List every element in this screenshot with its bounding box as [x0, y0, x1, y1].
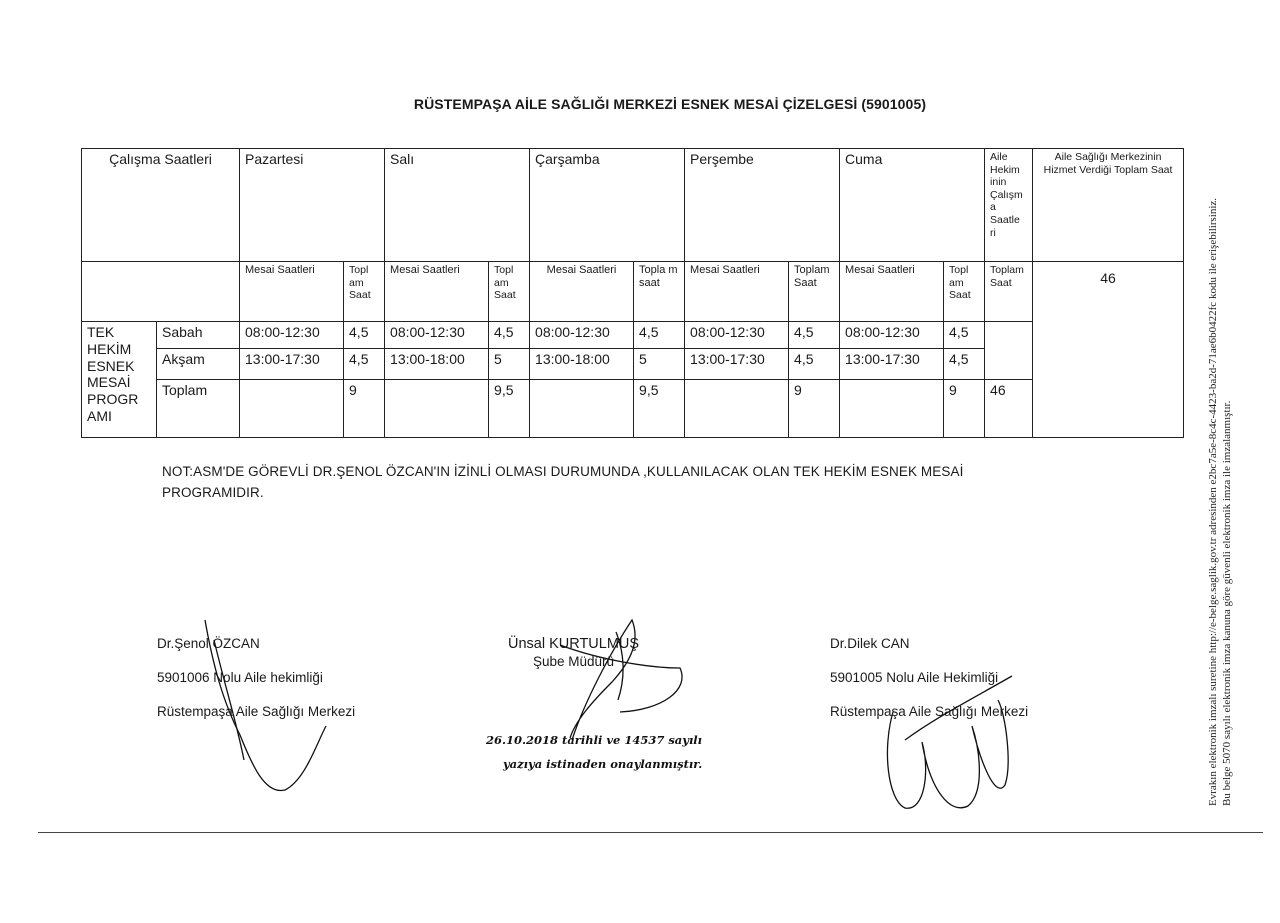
subheader-toplam: Toplam Saat [789, 262, 840, 322]
empty-cell [685, 380, 789, 438]
bottom-rule [38, 832, 1263, 833]
empty-cell [530, 380, 634, 438]
note-text: NOT:ASM'DE GÖREVLİ DR.ŞENOL ÖZCAN'IN İZİNLİ OLMASI DURUMUNDA ,KULLANILACAK OLAN TEK HEKİM ESNEK MESAİ PROGRAMIDIR. [162, 464, 964, 500]
subheader-toplam: Topla m saat [634, 262, 685, 322]
day-total-cell: 9 [789, 380, 840, 438]
subheader-mesai: Mesai Saatleri [240, 262, 344, 322]
total-cell: 5 [634, 349, 685, 380]
total-cell: 4,5 [489, 322, 530, 349]
signer-name: Dr.Dilek CAN [830, 636, 910, 651]
signer-center: Rüstempaşa Aile Sağlığı Merkezi [157, 704, 356, 719]
subheader-toplam: Topl am Saat [344, 262, 385, 322]
time-cell: 08:00-12:30 [530, 322, 634, 349]
time-cell: 13:00-18:00 [530, 349, 634, 380]
day-total-cell: 9 [944, 380, 985, 438]
e-signature-notice-line-1: Evrakın elektronik imzalı suretine http://e-belge.saglik.gov.tr adresinden e2bc7a5e-8c4c-4423-ba2d-71ae6b0422fc kodu ile erişebilirsiniz. [1207, 197, 1219, 806]
empty-cell [840, 380, 944, 438]
day-header-persembe: Perşembe [685, 149, 840, 262]
total-cell: 4,5 [634, 322, 685, 349]
day-total-cell: 9,5 [489, 380, 530, 438]
handwritten-approval-line-2: yazıya istinaden onaylanmıştır. [503, 757, 703, 771]
day-header-sali: Salı [385, 149, 530, 262]
subheader-mesai: Mesai Saatleri [385, 262, 489, 322]
subheader-hekim-toplam: Toplam Saat [985, 262, 1033, 322]
schedule-table [81, 148, 1184, 438]
time-cell: 13:00-17:30 [240, 349, 344, 380]
day-header-pazartesi: Pazartesi [240, 149, 385, 262]
row-label-aksam: Akşam [157, 349, 240, 380]
group-label: TEK HEKİM ESNEK MESAİ PROGR AMI [82, 322, 157, 438]
e-signature-notice-line-2: Bu belge 5070 sayılı elektronik imza kanuna göre güvenli elektronik imza ile imzalanmıştır. [1221, 400, 1233, 806]
subheader-empty [82, 262, 240, 322]
total-cell: 4,5 [944, 349, 985, 380]
empty-cell [385, 380, 489, 438]
hekim-hours-header: Aile Hekim inin Çalışm a Saatle ri [985, 149, 1033, 262]
subheader-toplam: Topl am Saat [489, 262, 530, 322]
hekim-empty-cell [985, 322, 1033, 380]
subheader-mesai: Mesai Saatleri [530, 262, 634, 322]
signer-unit: 5901005 Nolu Aile Hekimliği [830, 670, 999, 685]
handwritten-approval-line-1: 26.10.2018 tarihli ve 14537 sayılı [486, 733, 703, 747]
total-cell: 4,5 [344, 349, 385, 380]
signer-name: Dr.Şenol ÖZCAN [157, 636, 260, 651]
empty-cell [240, 380, 344, 438]
signature-block-right [830, 627, 1028, 729]
time-cell: 08:00-12:30 [385, 322, 489, 349]
corner-header: Çalışma Saatleri [82, 149, 240, 262]
signature-block-left [157, 627, 355, 729]
time-cell: 08:00-12:30 [685, 322, 789, 349]
total-cell: 4,5 [944, 322, 985, 349]
asm-total-value: 46 [1033, 262, 1184, 438]
time-cell: 13:00-17:30 [685, 349, 789, 380]
subheader-toplam: Topl am Saat [944, 262, 985, 322]
time-cell: 13:00-17:30 [840, 349, 944, 380]
row-label-toplam: Toplam [157, 380, 240, 438]
signer-unit: 5901006 Nolu Aile hekimliği [157, 670, 323, 685]
total-cell: 4,5 [789, 349, 840, 380]
hekim-total-cell: 46 [985, 380, 1033, 438]
day-header-cuma: Cuma [840, 149, 985, 262]
subheader-mesai: Mesai Saatleri [685, 262, 789, 322]
day-header-carsamba: Çarşamba [530, 149, 685, 262]
signature-block-middle [508, 636, 639, 670]
signer-title: Şube Müdürü [533, 654, 615, 669]
row-label-sabah: Sabah [157, 322, 240, 349]
day-total-cell: 9 [344, 380, 385, 438]
page-title: RÜSTEMPAŞA AİLE SAĞLIĞI MERKEZİ ESNEK MESAİ ÇİZELGESİ (5901005) [413, 96, 927, 112]
asm-total-header: Aile Sağlığı Merkezinin Hizmet Verdiği Toplam Saat [1033, 149, 1184, 262]
signer-center: Rüstempaşa Aile Sağlığı Merkezi [830, 704, 1029, 719]
total-cell: 4,5 [344, 322, 385, 349]
time-cell: 13:00-18:00 [385, 349, 489, 380]
subheader-mesai: Mesai Saatleri [840, 262, 944, 322]
total-cell: 4,5 [789, 322, 840, 349]
time-cell: 08:00-12:30 [840, 322, 944, 349]
e-signature-notice [1206, 106, 1234, 806]
time-cell: 08:00-12:30 [240, 322, 344, 349]
signer-name: Ünsal KURTULMUŞ [508, 636, 640, 652]
total-cell: 5 [489, 349, 530, 380]
day-total-cell: 9,5 [634, 380, 685, 438]
